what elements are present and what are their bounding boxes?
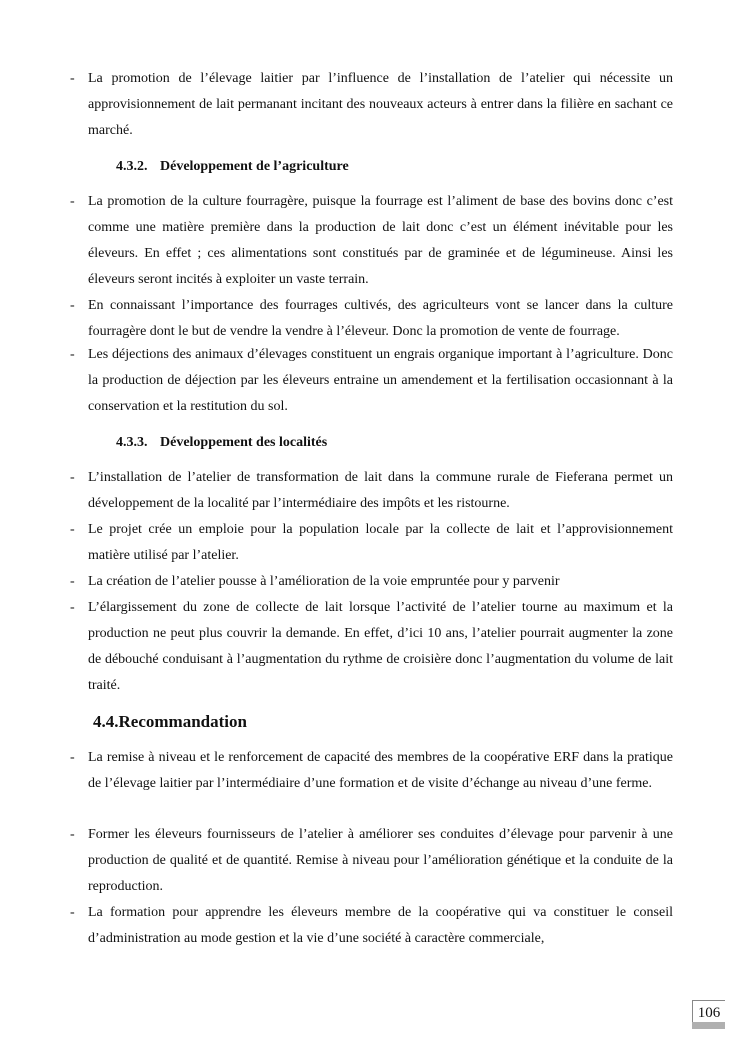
bullet-dash: - [70,522,75,537]
page-number-bar [692,1022,725,1029]
section-title: Développement des localités [160,435,328,450]
section-title: Recommandation [118,712,247,731]
bullet-dash: - [70,194,75,209]
bullet-dash: - [70,600,75,615]
bullet-text: La formation pour apprendre les éleveurs membre de la coopérative qui va constituer le conseil d’administration au mode gestion et la vie d’une société à caractère commerciale, [88,905,673,946]
bullet-text: Former les éleveurs fournisseurs de l’atelier à améliorer ses conduites d’élevage pour parvenir à une production de qualité et de quantité. Remise à niveau pour l’amélioration génétique et la conduite de la reproduction. [88,827,673,894]
localites-bullet-4 [70,595,673,699]
section-number: 4.3.3. [116,435,148,450]
recommandation-bullet-1 [70,745,673,797]
bullet-dash: - [70,827,75,842]
bullet-text: La création de l’atelier pousse à l’amélioration de la voie empruntée pour y parvenir [88,574,560,589]
bullet-text: Les déjections des animaux d’élevages constituent un engrais organique important à l’agriculture. Donc la production de déjection par les éleveurs entraine un amendement et la fertilisation occasionnant à la conservation et la restitution du sol. [88,347,673,414]
bullet-dash: - [70,71,75,86]
recommandation-bullet-2 [70,822,673,900]
bullet-text: L’installation de l’atelier de transformation de lait dans la commune rurale de Fieferana permet un développement de la localité par l’intermédiaire des impôts et les ristourne. [88,470,673,511]
bullet-dash: - [70,347,75,362]
page-number: 106 [692,1000,725,1024]
section-heading-agriculture [116,157,349,177]
localites-bullet-2 [70,517,673,569]
bullet-text: La promotion de la culture fourragère, puisque la fourrage est l’aliment de base des bovins donc c’est comme une matière première dans la production de lait donc c’est un élément inévitable pour les éleveurs. En effet ; ces alimentations sont constitués par de graminée et de légumineuse. Ainsi les éleveurs seront incités à exploiter un vaste terrain. [88,194,673,287]
section-title: Développement de l’agriculture [160,159,349,174]
agriculture-bullet-3 [70,342,673,420]
bullet-dash: - [70,574,75,589]
section-number: 4.4. [93,712,119,731]
localites-bullet-1 [70,465,673,517]
agriculture-bullet-2 [70,293,673,345]
bullet-text: La promotion de l’élevage laitier par l’influence de l’installation de l’atelier qui nécessite un approvisionnement de lait permanant incitant des nouveaux acteurs à entrer dans la filière en sachant ce marché. [88,71,673,138]
intro-bullet-1 [70,66,673,144]
bullet-dash: - [70,470,75,485]
section-number: 4.3.2. [116,159,148,174]
bullet-text: L’élargissement du zone de collecte de lait lorsque l’activité de l’atelier tourne au maximum et la production ne peut plus couvrir la demande. En effet, d’ici 10 ans, l’atelier pourrait augmenter la zone de débouché conduisant à l’augmentation du rythme de croisière donc l’augmentation du volume de lait traité. [88,600,673,693]
bullet-text: Le projet crée un emploie pour la population locale par la collecte de lait et l’approvisionnement matière utilisé par l’atelier. [88,522,673,563]
bullet-dash: - [70,905,75,920]
bullet-dash: - [70,750,75,765]
bullet-dash: - [70,298,75,313]
localites-bullet-3 [70,569,673,595]
agriculture-bullet-1 [70,189,673,293]
section-heading-localites [116,433,327,453]
recommandation-bullet-3 [70,900,673,952]
section-heading-recommandation [93,710,247,734]
bullet-text: La remise à niveau et le renforcement de capacité des membres de la coopérative ERF dans la pratique de l’élevage laitier par l’intermédiaire d’une formation et de visite d’échange au niveau d’une ferme. [88,750,673,791]
bullet-text: En connaissant l’importance des fourrages cultivés, des agriculteurs vont se lancer dans la culture fourragère dont le but de vendre la vendre à l’éleveur. Donc la promotion de vente de fourrage. [88,298,673,339]
